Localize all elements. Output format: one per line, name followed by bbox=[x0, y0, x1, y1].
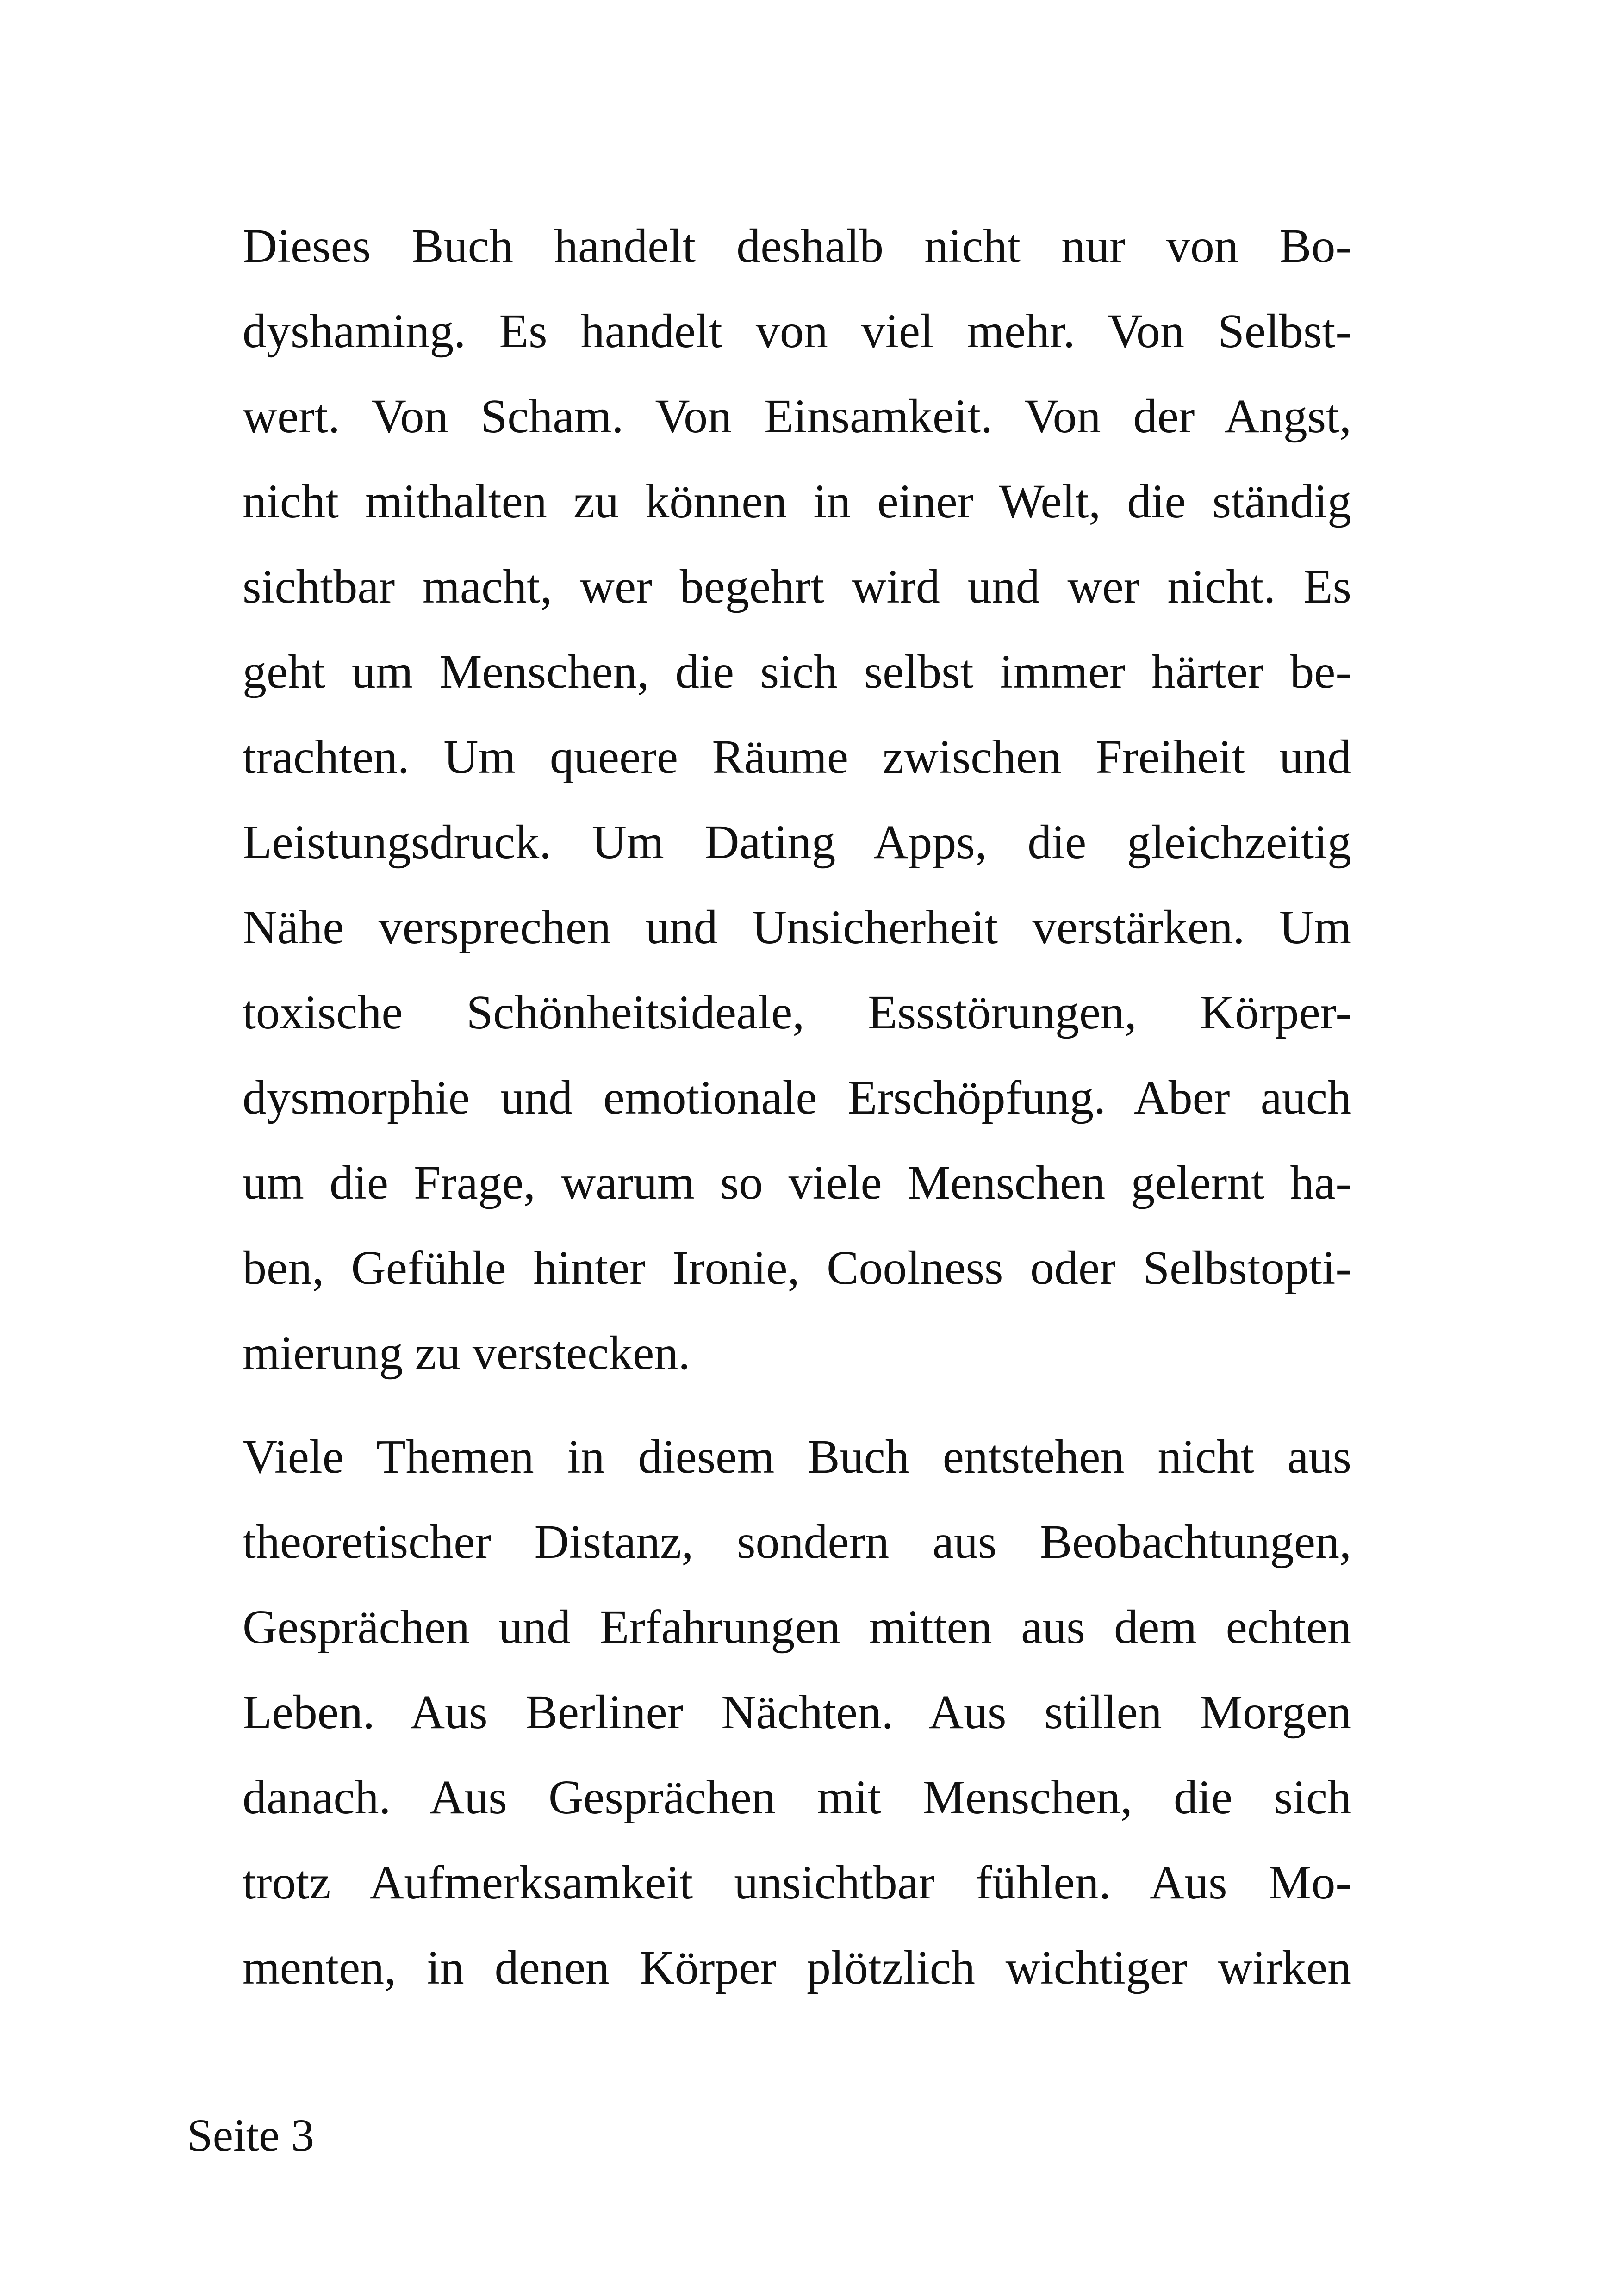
text-line: mierung zu verstecken. bbox=[243, 1326, 691, 1380]
text-line: geht um Menschen, die sich selbst immer härter be- bbox=[243, 645, 1351, 698]
page-number: Seite 3 bbox=[187, 2109, 314, 2161]
text-line: nicht mithalten zu können in einer Welt, die ständig bbox=[243, 475, 1351, 528]
text-line: trotz Aufmerksamkeit unsichtbar fühlen. Aus Mo- bbox=[243, 1856, 1351, 1909]
text-line: dysmorphie und emotionale Erschöpfung. Aber auch bbox=[243, 1071, 1351, 1124]
text-line: trachten. Um queere Räume zwischen Freiheit und bbox=[243, 730, 1351, 784]
text-line: toxische Schönheitsideale, Essstörungen, Körper- bbox=[243, 986, 1351, 1039]
text-line: menten, in denen Körper plötzlich wichtiger wirken bbox=[243, 1941, 1351, 1994]
text-line: wert. Von Scham. Von Einsamkeit. Von der Angst, bbox=[243, 390, 1351, 443]
text-line: um die Frage, warum so viele Menschen gelernt ha- bbox=[243, 1156, 1351, 1209]
body-text bbox=[243, 204, 1351, 2010]
text-line: Gesprächen und Erfahrungen mitten aus dem echten bbox=[243, 1600, 1351, 1654]
text-line: theoretischer Distanz, sondern aus Beobachtungen, bbox=[243, 1515, 1351, 1568]
text-line: Leistungsdruck. Um Dating Apps, die gleichzeitig bbox=[243, 815, 1351, 869]
paragraph-spacer bbox=[243, 1396, 1351, 1414]
text-line: sichtbar macht, wer begehrt wird und wer nicht. Es bbox=[243, 560, 1351, 613]
text-line: dyshaming. Es handelt von viel mehr. Von Selbst- bbox=[243, 305, 1351, 358]
text-line: Nähe versprechen und Unsicherheit verstärken. Um bbox=[243, 901, 1351, 954]
text-line: Leben. Aus Berliner Nächten. Aus stillen Morgen bbox=[243, 1686, 1351, 1739]
text-line: Dieses Buch handelt deshalb nicht nur von Bo- bbox=[243, 219, 1351, 273]
paragraph-2 bbox=[243, 1414, 1351, 2010]
paragraph-1 bbox=[243, 204, 1351, 1396]
text-line: danach. Aus Gesprächen mit Menschen, die sich bbox=[243, 1771, 1351, 1824]
text-line: ben, Gefühle hinter Ironie, Coolness oder Selbstopti- bbox=[243, 1241, 1351, 1294]
text-line: Viele Themen in diesem Buch entstehen nicht aus bbox=[243, 1430, 1351, 1483]
